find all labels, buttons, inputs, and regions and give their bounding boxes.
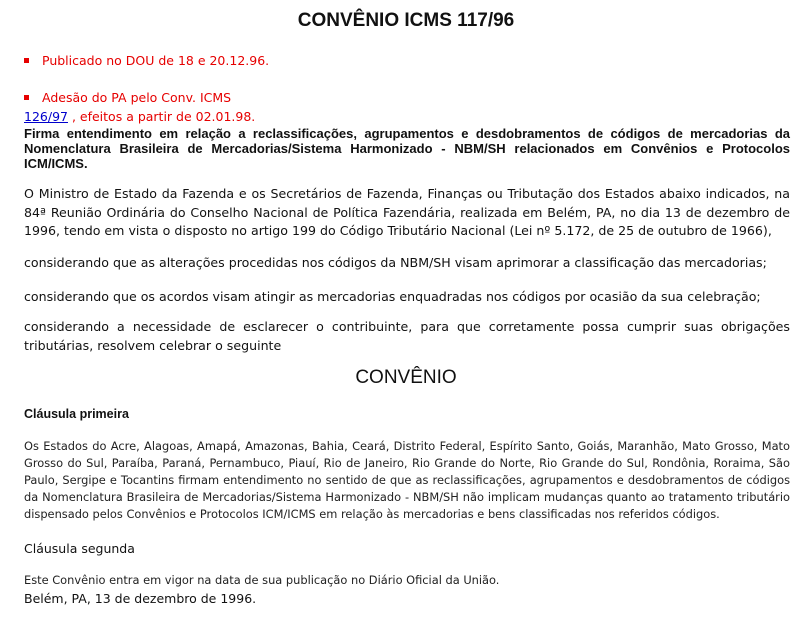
- signature-line: Belém, PA, 13 de dezembro de 1996.: [24, 591, 257, 606]
- clause-first-text: Os Estados do Acre, Alagoas, Amapá, Amazonas, Bahia, Ceará, Distrito Federal, Espírito Santo, Goiás, Maranhão, Mato Grosso, Mato Grosso do Sul, Paraíba, Paraná, Pernambuco, Piauí, Rio de Janeiro, Rio Grande do Norte, Rio Grande do Sul, Rondônia, Roraima, São Paulo, Sergipe e Tocantins firmam entendimento no sentido de que as reclassificações, agrupamentos e desdobramentos de códigos da Nomenclatura Brasileira de Mercadorias/Sistema Harmonizado - NBM/SH não implicam mudanças quanto ao tratamento tributário dispensado pelos Convênios e Protocolos ICM/ICMS em relação às mercadorias e bens classificadas nos referidos códigos.: [24, 439, 790, 521]
- section-title: CONVÊNIO: [355, 367, 457, 388]
- note-publication: [24, 53, 269, 68]
- note-adhesion-text: Adesão do PA pelo Conv. ICMS: [42, 90, 232, 105]
- bullet-square-icon: [24, 95, 29, 100]
- clause-second-title: Cláusula segunda: [24, 541, 135, 556]
- bullet-square-icon: [24, 58, 29, 63]
- note-adhesion: [24, 90, 231, 105]
- considering-paragraph-2: considerando que os acordos visam atingir as mercadorias enquadradas nos códigos por ocasião da sua celebração;: [24, 289, 761, 304]
- adhesion-reference: [24, 109, 255, 124]
- clause-first-title: Cláusula primeira: [24, 407, 129, 421]
- preamble-paragraph: O Ministro de Estado da Fazenda e os Secretários de Fazenda, Finanças ou Tributação dos Estados abaixo indicados, na 84ª Reunião Ordinária do Conselho Nacional de Política Fazendária, realizada em Belém, PA, no dia 13 de dezembro de 1996, tendo em vista o disposto no artigo 199 do Código Tributário Nacional (Lei nº 5.172, de 25 de outubro de 1966),: [24, 186, 790, 238]
- considering-paragraph-3: considerando a necessidade de esclarecer o contribuinte, para que corretamente possa cumprir suas obrigações tributárias, resolvem celebrar o seguinte: [24, 319, 790, 353]
- reference-effects-text: , efeitos a partir de 02.01.98.: [67, 109, 256, 124]
- considering-paragraph-1: considerando que as alterações procedidas nos códigos da NBM/SH visam aprimorar a classificação das mercadorias;: [24, 255, 767, 270]
- clause-second-text: Este Convênio entra em vigor na data de sua publicação no Diário Oficial da União.: [24, 573, 500, 587]
- note-publication-text: Publicado no DOU de 18 e 20.12.96.: [42, 53, 270, 68]
- summary-heading: Firma entendimento em relação a reclassificações, agrupamentos e desdobramentos de códigos de mercadorias da Nomenclatura Brasileira de Mercadorias/Sistema Harmonizado - NBM/SH relacionados em Convênios e Protocolos ICM/ICMS.: [24, 126, 790, 171]
- document-title: CONVÊNIO ICMS 117/96: [297, 10, 515, 31]
- reference-link[interactable]: 126/97: [24, 109, 68, 124]
